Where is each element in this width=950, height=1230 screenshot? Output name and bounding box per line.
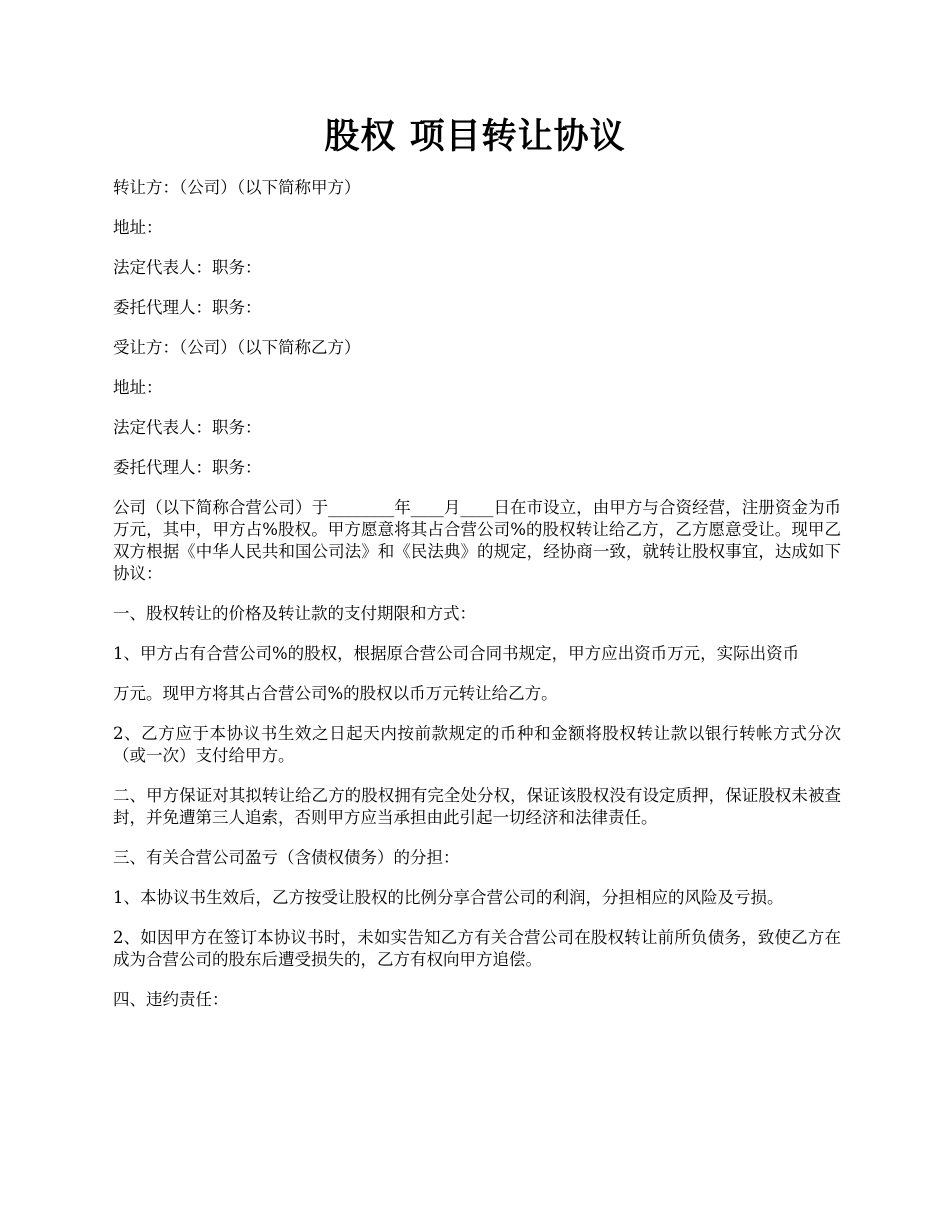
section-heading-4: 四、违约责任： (113, 990, 229, 1009)
paragraph-preamble: 公司（以下简称合营公司）于________年____月____日在市设立，由甲方与合资经营，注册资金为币万元，其中，甲方占%股权。甲方愿意将其占合营公司%的股权转让给乙方，乙方愿意受让。现甲乙双方根据《中华人民共和国公司法》和《民法典》的规定，经协商一致，就转让股权事宜，达成如下协议： (113, 498, 841, 583)
paragraph-transferee-agent: 委托代理人：职务： (113, 458, 262, 477)
clause-1-2: 2、乙方应于本协议书生效之日起天内按前款规定的币种和金额将股权转让款以银行转帐方式分次（或一次）支付给甲方。 (113, 724, 841, 765)
section-heading-3: 三、有关合营公司盈亏（含债权债务）的分担： (113, 848, 460, 867)
clause-3-1: 1、本协议书生效后，乙方按受让股权的比例分享合营公司的利润，分担相应的风险及亏损。 (113, 888, 784, 907)
paragraph-transferor-legal-rep: 法定代表人：职务： (113, 258, 262, 277)
paragraph-transferor-address: 地址： (113, 218, 163, 237)
clause-3-2: 2、如因甲方在签订本协议书时，未如实告知乙方有关合营公司在股权转让前所负债务，致使乙方在成为合营公司的股东后遭受损失的，乙方有权向甲方追偿。 (113, 928, 841, 969)
section-heading-1: 一、股权转让的价格及转让款的支付期限和方式： (113, 604, 476, 623)
section-2: 二、甲方保证对其拟转让给乙方的股权拥有完全处分权，保证该股权没有设定质押，保证股权未被查封，并免遭第三人追索，否则甲方应当承担由此引起一切经济和法律责任。 (113, 786, 841, 827)
paragraph-transferor-agent: 委托代理人：职务： (113, 298, 262, 317)
clause-1-1: 1、甲方占有合营公司%的股权，根据原合营公司合同书规定，甲方应出资币万元，实际出资币 (113, 644, 800, 663)
paragraph-transferee-address: 地址： (113, 378, 163, 397)
clause-1-1-continued: 万元。现甲方将其占合营公司%的股权以币万元转让给乙方。 (113, 684, 558, 703)
paragraph-transferee: 受让方：（公司）（以下简称乙方） (113, 338, 361, 357)
paragraph-transferee-legal-rep: 法定代表人：职务： (113, 418, 262, 437)
document-title: 股权 项目转让协议 (324, 117, 626, 157)
document-body (113, 177, 841, 1029)
paragraph-transferor: 转让方：（公司）（以下简称甲方） (113, 178, 361, 197)
